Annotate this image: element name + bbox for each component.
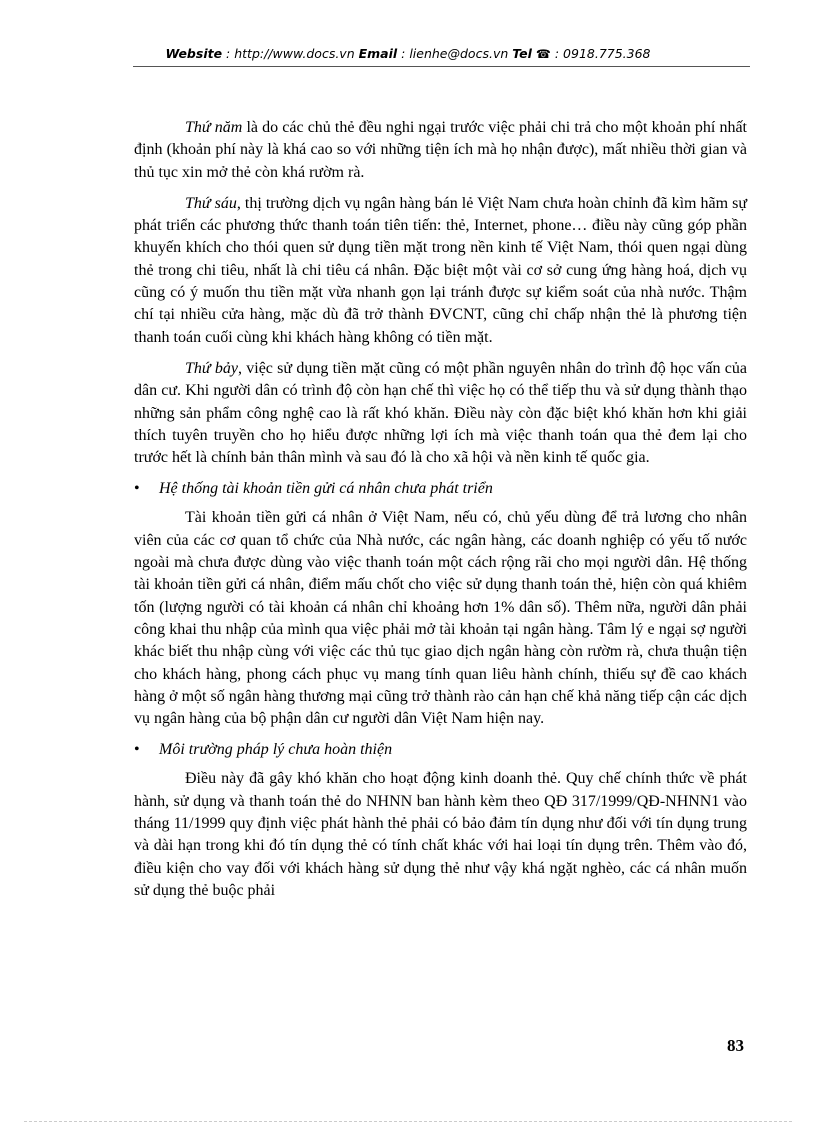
document-body [134,117,747,911]
tel-value: : 0918.775.368 [550,46,651,61]
paragraph-lead: Thứ năm [185,119,243,136]
bullet-icon: • [134,480,140,498]
website-label: Website [165,46,223,61]
paragraph-text: là do các chủ thẻ đều nghi ngại trước việc phải chi trả cho một khoản phí nhất định (khoản phí này là khá cao so với những tiện ích mà họ nhận được), mất nhiều thời gian và thủ tục xin mở thẻ còn khá rườm rà. [134,119,747,181]
paragraph-deposit-accounts: Tài khoản tiền gửi cá nhân ở Việt Nam, nếu có, chủ yếu dùng để trả lương cho nhân viên của các cơ quan tổ chức của Nhà nước, các ngân hàng, các doanh nghiệp có yếu tố nước ngoài mà chưa được dùng vào việc thanh toán một cách rộng rãi cho mọi người dân. Hệ thống tài khoản tiền gửi cá nhân, điểm mấu chốt cho việc sử dụng thanh toán thẻ, hiện còn quá khiêm tốn (lượng người có tài khoản cá nhân chỉ khoảng hơn 1% dân số). Thêm nữa, người dân phải công khai thu nhập của mình qua việc phải mở tài khoản tại ngân hàng. Tâm lý e ngại sợ người khác biết thu nhập cùng với việc các thủ tục giao dịch ngân hàng còn rườm rà, chưa thuận tiện cho khách hàng, phong cách phục vụ mang tính quan liêu hành chính, thiếu sự đề cao khách hàng ở một số ngân hàng thương mại cũng trở thành rào cản hạn chế khả năng tiếp cận các dịch vụ ngân hàng của bộ phận dân cư người dân Việt Nam hiện nay. [134,509,747,728]
section-heading-legal-environment [134,739,747,761]
paragraph-thu-sau [134,193,747,349]
paragraph-lead: Thứ sáu [185,194,237,212]
paragraph-lead: Thứ bảy [185,359,238,377]
email-value: : lienhe@docs.vn [397,46,513,61]
paragraph-text: , việc sử dụng tiền mặt cũng có một phần nguyên nhân do trình độ học vấn của dân cư. Khi người dân có trình độ còn hạn chế thì việc họ có thể tiếp thu và sử dụng thành thạo những sản phẩm công nghệ cao là rất khó khăn. Điều này còn đặc biệt khó khăn hơn khi giải thích tuyên truyền cho họ hiểu được những lợi ích mà việc thanh toán qua thẻ đem lại cho trước hết là chính bản thân mình và sau đó là cho xã hội và nền kinh tế quốc gia. [134,359,747,467]
tel-label: Tel [512,46,532,61]
page-header [0,46,816,61]
bullet-icon: • [134,741,140,759]
website-value: : http://www.docs.vn [222,46,359,61]
heading-text: Môi trường pháp lý chưa hoàn thiện [159,741,393,759]
section-heading-deposit-accounts [134,478,747,500]
page-number: 83 [727,1036,744,1055]
heading-text: Hệ thống tài khoản tiền gửi cá nhân chưa phát triển [159,480,493,498]
paragraph-thu-nam [134,117,747,184]
paragraph-thu-bay [134,358,747,469]
header-divider [133,66,750,67]
phone-icon: ☎ [535,47,551,61]
paragraph-legal-environment: Điều này đã gây khó khăn cho hoạt động kinh doanh thẻ. Quy chế chính thức về phát hành, sử dụng và thanh toán thẻ do NHNN ban hành kèm theo QĐ 317/1999/QĐ-NHNN1 vào tháng 11/1999 quy định việc phát hành thẻ phải có bảo đảm tín dụng như đối với tín dụng trung và dài hạn trong khi đó tín dụng thẻ có tính chất khác với hai loại tín dụng trên. Thêm vào đó, điều kiện cho vay đối với khách hàng sử dụng thẻ như vậy khá ngặt nghèo, các cá nhân muốn sử dụng thẻ buộc phải [134,770,747,899]
paragraph-text: , thị trường dịch vụ ngân hàng bán lẻ Việt Nam chưa hoàn chỉnh đã kìm hãm sự phát triển các phương thức thanh toán tiên tiến: thẻ, Internet, phone… điều này cũng góp phần khuyến khích cho thói quen sử dụng tiền mặt trong nền kinh tế Việt Nam, thói quen ngại dùng thẻ trong chi tiêu, nhất là chi tiêu cá nhân. Đặc biệt một vài cơ sở cung ứng hàng hoá, dịch vụ cũng có ý muốn thu tiền mặt vừa nhanh gọn lại tránh được sự kiểm soát của nhà nước. Thậm chí tại nhiều cửa hàng, mặc dù đã trở thành ĐVCNT, cũng chỉ chấp nhận thẻ là phương tiện thanh toán cuối cùng khi khách hàng không có tiền mặt. [134,194,747,346]
email-label: Email [358,46,398,61]
page-bottom-divider [24,1121,792,1122]
